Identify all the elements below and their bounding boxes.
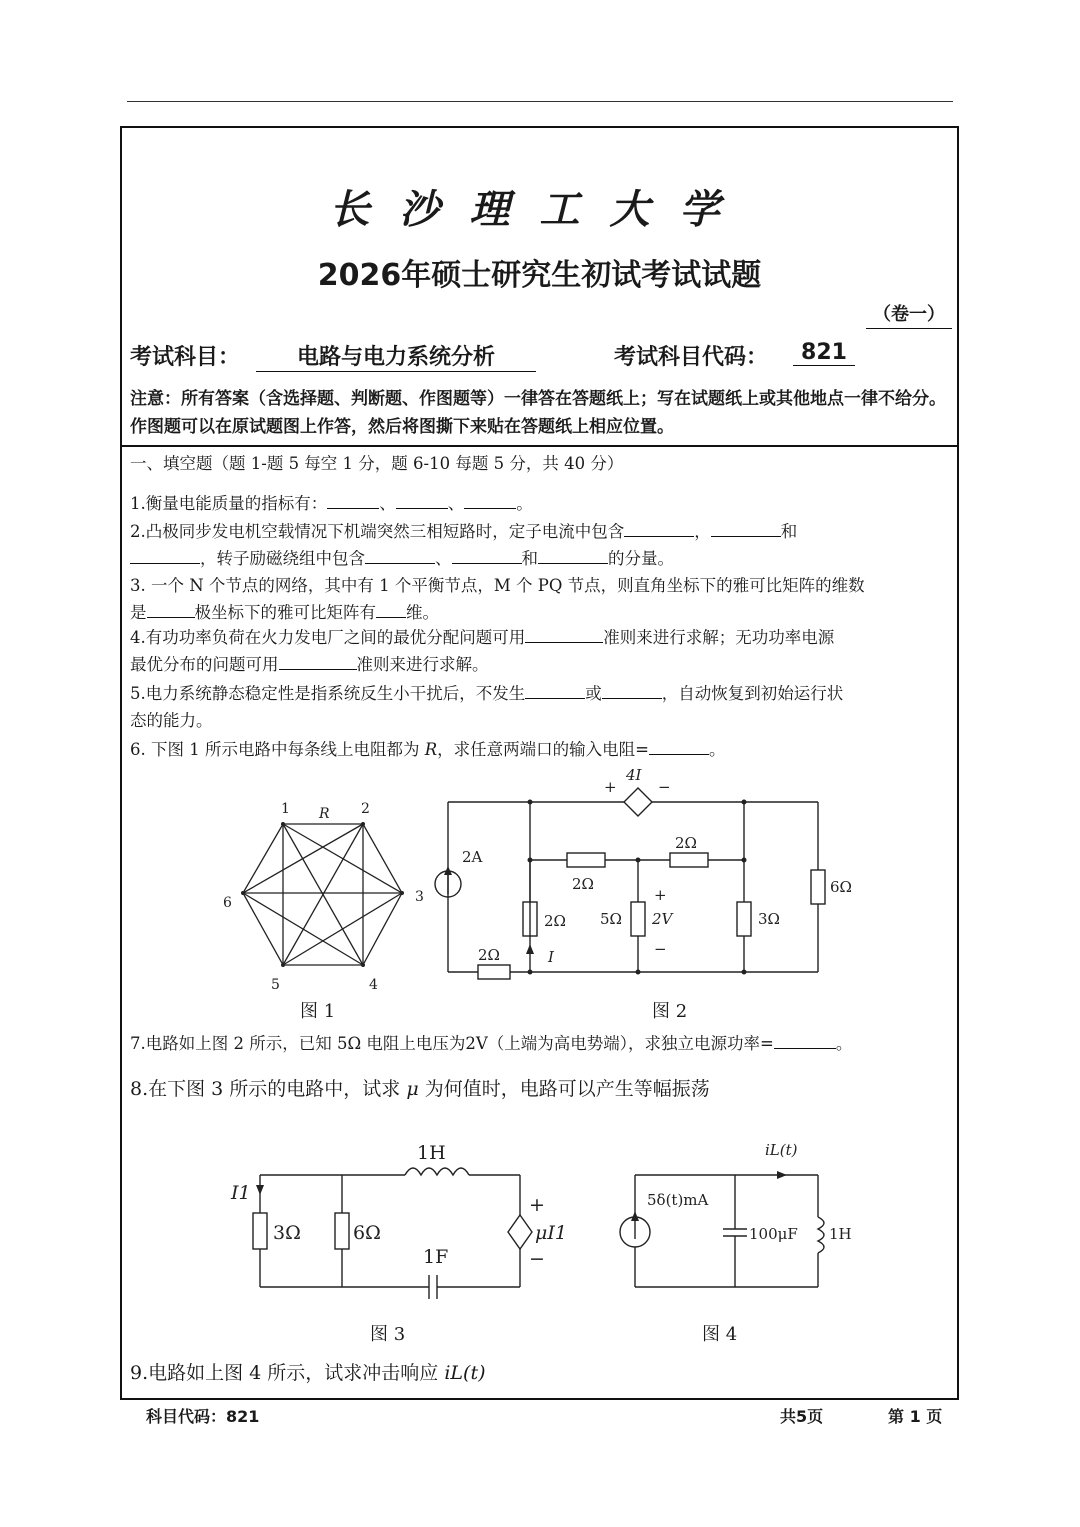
question-1: 1.衡量电能质量的指标有： 、 、 。 <box>130 490 952 517</box>
figure-3-caption: 图 3 <box>370 1324 406 1345</box>
fig3-vcvs-minus: − <box>529 1248 545 1270</box>
question-9: 9.电路如上图 4 所示，试求冲击响应 iL(t) <box>130 1362 486 1384</box>
fig2-r-middle: 2Ω <box>572 875 594 893</box>
subject-code-label: 考试科目代码： <box>614 345 769 370</box>
footer-total-pages: 共5页 <box>780 1407 824 1426</box>
fig1-node-1: 1 <box>281 801 290 817</box>
fig2-r-top: 2Ω <box>675 834 697 852</box>
question-6: 6. 下图 1 所示电路中每条线上电阻都为 R，求任意两端口的输入电阻= 。 <box>130 736 952 763</box>
figure-4-caption: 图 4 <box>702 1324 738 1345</box>
top-rule <box>127 101 953 102</box>
fig4-inductor-label: 1H <box>829 1225 852 1243</box>
fig4-impulse-source: 5δ(t)mA <box>647 1191 709 1209</box>
fig3-vcvs-plus: + <box>529 1194 545 1216</box>
fig4-capacitor-label: 100μF <box>749 1225 798 1243</box>
exam-title: 2026年硕士研究生初试考试试题 <box>317 258 762 293</box>
question-5: 5.电力系统静态稳定性是指系统反生小干扰后，不发生 或 ，自动恢复到初始运行状 态的能力。 <box>130 680 952 734</box>
fig3-current-i1: I1 <box>231 1182 251 1204</box>
fig3-inductor-label: 1H <box>417 1142 446 1164</box>
question-4: 4.有功功率负荷在火力发电厂之间的最优分配问题可用 准则来进行求解；无功功率电源 最优分布的问题可用 准则来进行求解。 <box>130 624 952 678</box>
notice-rule <box>122 445 957 447</box>
fig3-r-6ohm: 6Ω <box>353 1222 381 1244</box>
footer-page-number: 第 1 页 <box>888 1407 943 1426</box>
fig2-voltage-2v: 2V <box>652 910 673 928</box>
fig4-current-il: iL(t) <box>765 1141 798 1159</box>
fig1-node-5: 5 <box>271 977 280 993</box>
question-3: 3. 一个 N 个节点的网络，其中有 1 个平衡节点，M 个 PQ 节点，则直角坐标下的雅可比矩阵的维数 是 极坐标下的雅可比矩阵有 维。 <box>130 576 865 622</box>
volume-label: （卷一） <box>866 300 952 329</box>
figure-1-caption: 图 1 <box>300 1001 336 1022</box>
question-7: 7.电路如上图 2 所示，已知 5Ω 电阻上电压为2V（上端为高电势端），求独立电源功率= 。 <box>130 1030 960 1057</box>
fig2-r-6ohm: 6Ω <box>830 878 852 896</box>
figure-1-complete-graph <box>215 795 425 1020</box>
fig2-vcvs-label: 4I <box>626 766 642 784</box>
fig2-current-source-label: 2A <box>462 848 483 866</box>
figure-2-caption: 图 2 <box>652 1001 688 1022</box>
fig3-r-3ohm: 3Ω <box>273 1222 301 1244</box>
fig2-current-i: I <box>548 948 554 966</box>
university-name: 长沙理工大学 <box>329 186 750 233</box>
question-2: 2.凸极同步发电机空载情况下机端突然三相短路时，定子电流中包含 ， 和 ，转子励磁绕组中包含 、 和 的分量。 <box>130 518 952 572</box>
fig3-capacitor-label: 1F <box>423 1246 449 1268</box>
subject-label: 考试科目： <box>130 345 241 370</box>
section-heading: 一、填空题（题 1-题 5 每空 1 分，题 6-10 每题 5 分，共 40 分） <box>130 454 624 473</box>
fig3-vcvs-label: μI1 <box>535 1222 567 1244</box>
fig2-2v-plus: + <box>654 886 667 904</box>
fig2-vcvs-plus: + <box>604 778 617 796</box>
fig2-vcvs-minus: − <box>658 778 671 796</box>
fig1-node-6: 6 <box>223 895 232 911</box>
fig1-node-4: 4 <box>369 977 378 993</box>
figure-4-circuit <box>615 1135 865 1310</box>
fig2-2v-minus: − <box>654 940 667 958</box>
question-8: 8.在下图 3 所示的电路中，试求 μ 为何值时，电路可以产生等幅振荡 <box>130 1078 710 1100</box>
fig1-node-3: 3 <box>415 889 424 905</box>
figure-2-circuit <box>420 762 870 994</box>
fig2-r-left-vertical: 2Ω <box>544 912 566 930</box>
fig1-resistance-label: R <box>319 806 330 822</box>
footer-subject-code: 科目代码：821 <box>146 1407 260 1426</box>
subject-code: 821 <box>793 340 855 366</box>
fig2-r-bottom: 2Ω <box>478 946 500 964</box>
fig1-node-2: 2 <box>361 801 370 817</box>
figure-3-circuit <box>225 1135 570 1310</box>
subject-value: 电路与电力系统分析 <box>256 340 536 372</box>
fig2-r-5ohm: 5Ω <box>600 910 622 928</box>
notice-text: 注意：所有答案（含选择题、判断题、作图题等）一律答在答题纸上；写在试题纸上或其他地点一律不给分。作图题可以在原试题图上作答，然后将图撕下来贴在答题纸上相应位置。 <box>130 389 946 437</box>
fig2-r-3ohm: 3Ω <box>758 910 780 928</box>
